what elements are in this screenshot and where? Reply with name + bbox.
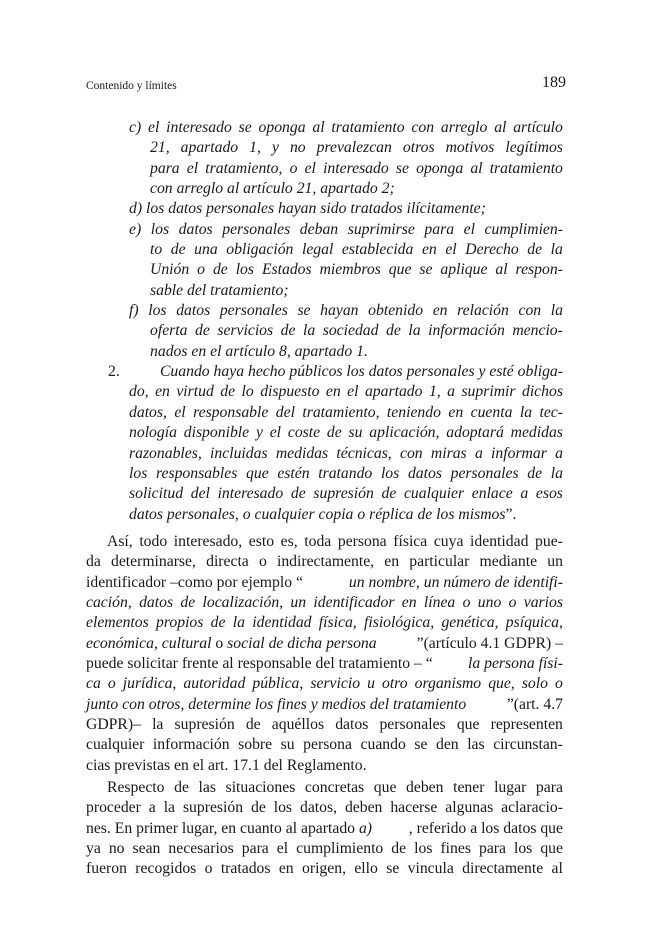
page-header xyxy=(86,74,566,98)
running-head: Contenido y límites xyxy=(86,80,177,92)
list-item-e: e) los datos personales deban suprimirse para el cumplimien- to de una obligación legal establecida en el Derecho de la Unión o de los Estados miembros que se aplique al respon- sable del tratamiento; xyxy=(129,220,563,299)
list-item-c: c) el interesado se oponga al tratamiento con arreglo al artículo 21, apartado 1, y no prevalezcan otros motivos legítimos para el tratamiento, o el interesado se oponga al tratamiento con arreglo al artículo 21, apartado 2; xyxy=(129,119,563,198)
paragraph-2: Respecto de las situaciones concretas que deben tener lugar para proceder a la supresión de los datos, deben hacerse algunas aclaracio- nes. En primer lugar, en cuanto al apartado a) , referido a los datos que ya no sean necesarios para el cumplimiento de los fines para los que fueron recogidos o tratados en origen, ello se vincula directamente al xyxy=(86,779,563,878)
page-body xyxy=(86,118,563,880)
paragraph-1: Así, todo interesado, esto es, toda persona física cuya identidad pue- da determinarse, directa o indirectamente, en particular mediante un identificador –como por ejemplo “ un nombre, un número de identifi- cación, datos de localización, un identificador en línea o uno o varios elementos propios de la identidad física, fisiológica, genética, psíquica, económica, cultural o social de dicha persona ”(artículo 4.1 GDPR) – puede solicitar frente al responsable del tratamiento – “ la persona físi- ca o jurídica, autoridad pública, servicio u otro organismo que, solo o junto con otros, determine los fines y medios del tratamiento ”(art. 4.7 GDPR)– la supresión de aquéllos datos personales que representen cualquier información sobre su persona cuando se den las circunstan- cias previstas en el art. 17.1 del Reglamento. xyxy=(86,532,563,774)
item-2-number: 2. xyxy=(108,363,120,381)
list-item-f: f) los datos personales se hayan obtenido en relación con la oferta de servicios de la sociedad de la información mencio- nados en el artículo 8, apartado 1. xyxy=(129,302,563,360)
list-item-2: 2. Cuando haya hecho públicos los datos personales y esté obliga- do, en virtud de lo dispuesto en el apartado 1, a suprimir dichos datos, el responsable del tratamiento, teniendo en cuenta la tec- nología disponible y el coste de su aplicación, adoptará medidas razonables, incluidas medidas técnicas, con miras a informar a los responsables que estén tratando los datos personales de la solicitud del interesado de supresión de cualquier enlace a esos datos personales, o cualquier copia o réplica de los mismos ”. xyxy=(108,363,563,523)
list-item-d: d) los datos personales hayan sido tratados ilícitamente; xyxy=(129,200,486,218)
page-number: 189 xyxy=(542,74,566,91)
